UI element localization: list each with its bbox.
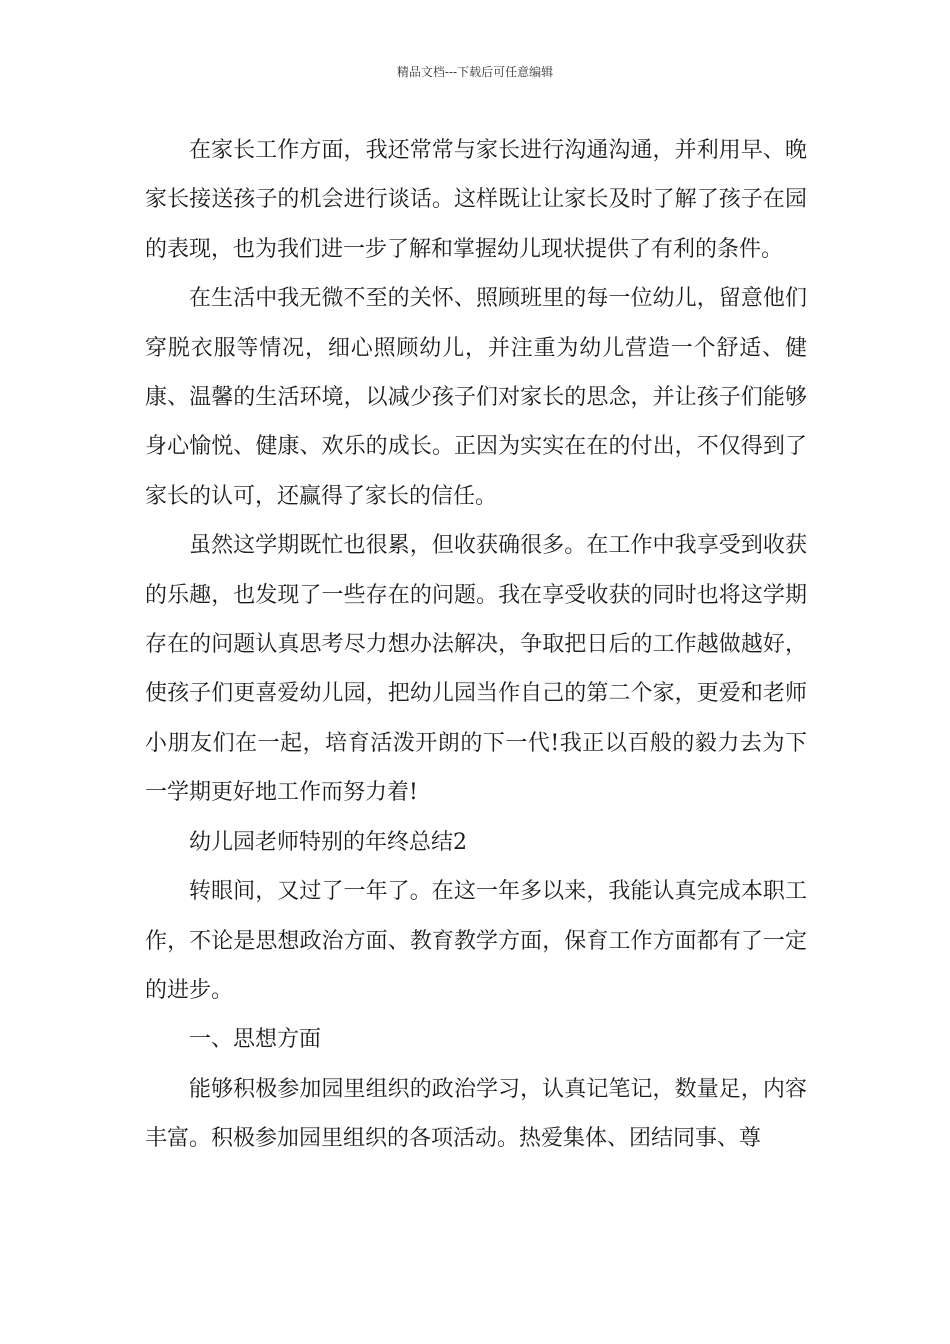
section-title-summary-2: 幼儿园老师特别的年终总结2 [189,829,467,855]
paragraph-semester-reflection: 虽然这学期既忙也很累，但收获确很多。在工作中我享受到收获的乐趣，也发现了一些存在的问题。我在享受收获的同时也将这学期存在的问题认真思考尽力想办法解决，争取把日后的工作越做越好，使孩子们更喜爱幼儿园，把幼儿园当作自己的第二个家，更爱和老师小朋友们在一起，培育活泼开朗的下一代!我正以百般的毅力去为下一学期更好地工作而努力着! [145,533,807,806]
document-body [145,126,807,1164]
section-heading-ideology: 一、思想方面 [189,1027,322,1053]
paragraph-parent-communication: 在家长工作方面，我还常常与家长进行沟通沟通，并利用早、晚家长接送孩子的机会进行谈话。这样既让让家长及时了解了孩子在园的表现，也为我们进一步了解和掌握幼儿现状提供了有利的条件。 [145,138,807,262]
paragraph-daily-care: 在生活中我无微不至的关怀、照顾班里的每一位幼儿，留意他们穿脱衣服等情况，细心照顾幼儿，并注重为幼儿营造一个舒适、健康、温馨的生活环境，以减少孩子们对家长的思念，并让孩子们能够身心愉悦、健康、欢乐的成长。正因为实实在在的付出，不仅得到了家长的认可，还赢得了家长的信任。 [145,286,807,509]
page-header: 精品文档---下载后可任意编辑 [396,65,554,79]
paragraph-political-study: 能够积极参加园里组织的政治学习，认真记笔记，数量足，内容丰富。积极参加园里组织的各项活动。热爱集体、团结同事、尊 [145,1076,807,1152]
paragraph-year-review: 转眼间，又过了一年了。在这一年多以来，我能认真完成本职工作，不论是思想政治方面、教育教学方面，保育工作方面都有了一定的进步。 [145,879,807,1003]
